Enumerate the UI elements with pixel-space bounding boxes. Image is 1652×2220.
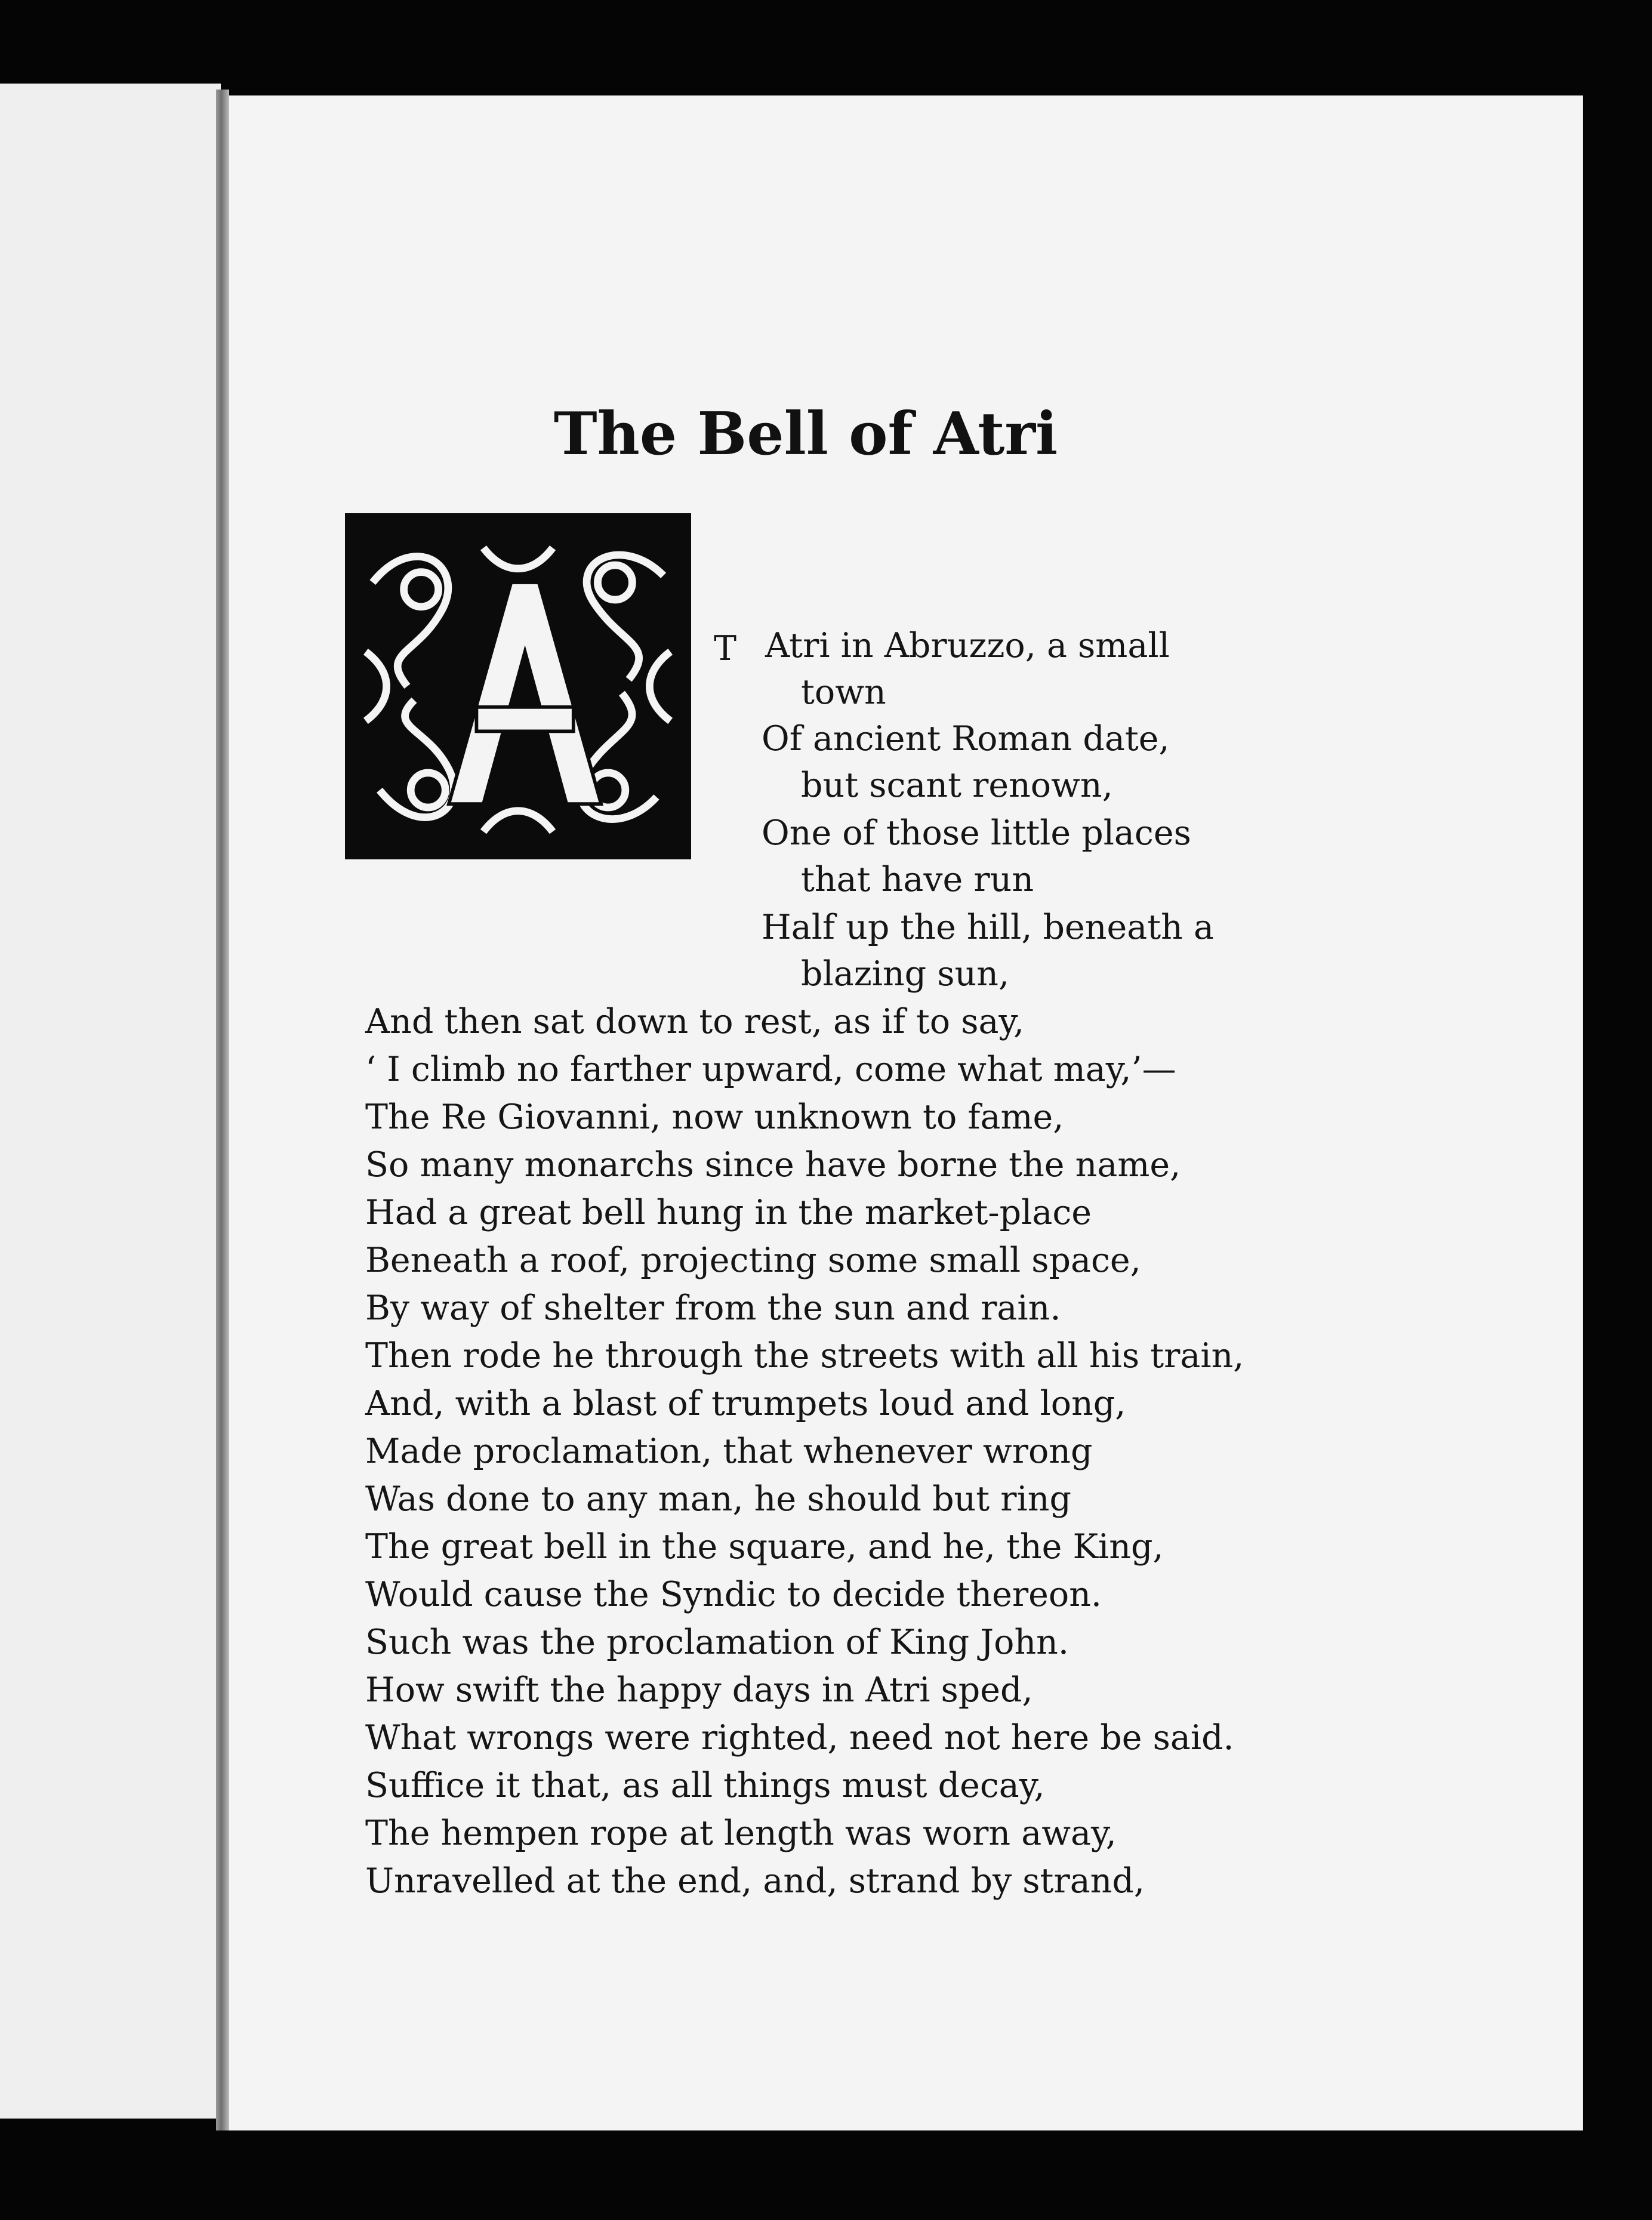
left-page: [0, 84, 221, 2119]
verse-line: Beneath a roof, projecting some small space,: [365, 1241, 1141, 1280]
verse-line: Such was the proclamation of King John.: [365, 1623, 1069, 1662]
verse-line: One of those little places: [762, 813, 1191, 853]
verse-line: Half up the hill, beneath a: [762, 908, 1214, 947]
verse-line: Unravelled at the end, and, strand by strand,: [365, 1861, 1145, 1901]
verse-line: And, with a blast of trumpets loud and long,: [365, 1384, 1126, 1423]
ornamental-initial-icon: [345, 513, 691, 859]
page-title: The Bell of Atri: [553, 400, 1058, 468]
verse-line: And then sat down to rest, as if to say,: [365, 1002, 1025, 1041]
verse-line: blazing sun,: [801, 954, 1010, 994]
verse-line: The great bell in the square, and he, the King,: [365, 1527, 1164, 1567]
verse-line: What wrongs were righted, need not here be said.: [365, 1718, 1234, 1758]
verse-line: How swift the happy days in Atri sped,: [365, 1670, 1033, 1710]
verse-line: town: [801, 673, 886, 712]
verse-line: The hempen rope at length was worn away,: [365, 1814, 1117, 1853]
verse-line: Had a great bell hung in the market-place: [365, 1193, 1092, 1232]
verse-line: The Re Giovanni, now unknown to fame,: [365, 1097, 1064, 1137]
verse-line: but scant renown,: [801, 766, 1113, 805]
verse-line: Made proclamation, that whenever wrong: [365, 1432, 1093, 1471]
verse-line: Then rode he through the streets with all his train,: [365, 1336, 1244, 1376]
verse-line: Of ancient Roman date,: [762, 719, 1170, 758]
verse-line: that have run: [801, 860, 1034, 899]
verse-line: Atri in Abruzzo, a small: [765, 626, 1170, 665]
verse-line: Would cause the Syndic to decide thereon.: [365, 1575, 1102, 1614]
verse-line: So many monarchs since have borne the name,: [365, 1145, 1181, 1185]
book-gutter: [216, 90, 229, 2130]
verse-line: Suffice it that, as all things must decay,: [365, 1766, 1045, 1805]
verse-line: Was done to any man, he should but ring: [365, 1479, 1071, 1519]
dropcap-trailing-letter: T: [714, 629, 737, 668]
verse-line: By way of shelter from the sun and rain.: [365, 1288, 1061, 1328]
verse-line: ‘ I climb no farther upward, come what may,’—: [365, 1050, 1176, 1089]
dropcap-graphic: [345, 513, 691, 859]
